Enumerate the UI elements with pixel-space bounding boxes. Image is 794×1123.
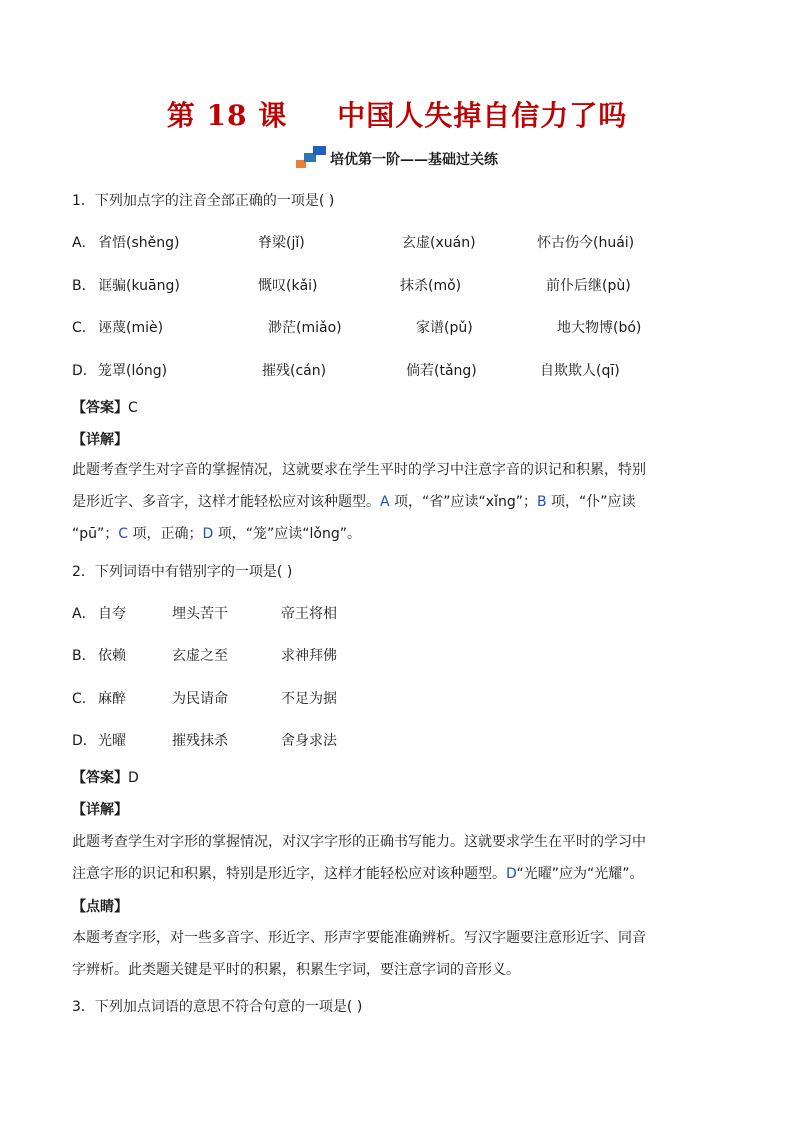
q2-answer [72, 768, 139, 788]
q1-option-d-label: D． [72, 363, 97, 379]
q3-stem: 3．下列加点词语的意思不符合句意的一项是( ) [72, 999, 363, 1015]
q2-option-a-label: A． [72, 606, 96, 622]
q1-option-d-1: 笼罩(lóng) [98, 363, 168, 379]
q1-stem: 1．下列加点字的注音全部正确的一项是( ) [72, 193, 335, 209]
q2-option-b-1: 依赖 [98, 648, 126, 664]
q2-detail [72, 826, 732, 890]
q2-option-d-2: 摧残抹杀 [172, 733, 228, 749]
q2-option-c-label: C． [72, 691, 96, 707]
q2-detail-line-2: 注意字形的识记和积累，特别是形近字，这样才能轻松应对该种题型。D“光曜”应为“光耀”。 [72, 866, 644, 882]
q1-option-a-label: A． [72, 235, 96, 251]
q2-option-b-label: B． [72, 648, 96, 664]
lesson-title: 中国人失掉自信力了吗 [337, 99, 628, 132]
q2-tip-line-2: 字辨析。此类题关键是平时的积累，积累生字词，要注意字词的音形义。 [72, 962, 520, 978]
q2-option-d-1: 光曜 [98, 733, 126, 749]
q1-detail-line-2: 是形近字、多音字，这样才能轻松应对该种题型。A 项，“省”应读“xǐng”；B 项，“仆”应读 [72, 494, 636, 510]
q1-detail-line-1: 此题考查学生对字音的掌握情况，这就要求在学生平时的学习中注意字音的识记和积累，特别 [72, 462, 646, 478]
q2-option-d-3: 舍身求法 [281, 733, 337, 749]
q1-option-b-1: 诓骗(kuāng) [98, 278, 180, 294]
q1-detail [72, 454, 732, 550]
q1-detail-label: 【详解】 [72, 432, 128, 448]
q1-option-d-3: 倘若(tǎng) [406, 363, 477, 379]
q1-option-a-1: 省悟(shěng) [98, 235, 180, 251]
q2-tip-line-1: 本题考查字形，对一些多音字、形近字、形声字要能准确辨析。写汉字题要注意形近字、同音 [72, 930, 646, 946]
page-title [0, 94, 794, 134]
q1-option-b-4: 前仆后继(pù) [546, 278, 631, 294]
q2-tip-label: 【点睛】 [72, 899, 128, 915]
q1-answer-label: 【答案】 [72, 400, 128, 416]
q2-option-b-2: 玄虚之至 [172, 648, 228, 664]
steps-icon [296, 146, 326, 168]
q1-option-c-3: 家谱(pǔ) [416, 320, 473, 336]
q2-option-a-1: 自夸 [98, 606, 126, 622]
q2-option-b-3: 求神拜佛 [281, 648, 337, 664]
q1-option-a-4: 怀古伤今(huái) [537, 235, 635, 251]
q2-option-d-label: D． [72, 733, 97, 749]
q2-answer-value: D [128, 770, 139, 786]
q1-option-c-4: 地大物博(bó) [557, 320, 642, 336]
q1-option-d-2: 摧残(cán) [262, 363, 327, 379]
q1-option-a-2: 脊梁(jǐ) [258, 235, 305, 251]
q1-option-c-1: 诬蔑(miè) [98, 320, 164, 336]
section-subtitle [0, 146, 794, 169]
q2-tip [72, 922, 732, 986]
lesson-number: 第 18 课 [166, 99, 288, 132]
q2-option-a-2: 埋头苦干 [172, 606, 228, 622]
q1-option-b-label: B． [72, 278, 96, 294]
q1-answer [72, 398, 138, 418]
q1-option-a-3: 玄虚(xuán) [402, 235, 476, 251]
q1-option-c-2: 渺茫(miǎo) [268, 320, 342, 336]
q2-option-c-3: 不足为据 [281, 691, 337, 707]
q1-answer-value: C [128, 400, 138, 416]
subtitle-text: 培优第一阶——基础过关练 [330, 152, 498, 168]
q1-option-b-3: 抹杀(mǒ) [400, 278, 462, 294]
q2-detail-label: 【详解】 [72, 802, 128, 818]
q1-detail-line-3: “pū”；C 项，正确；D 项，“笼”应读“lǒng”。 [72, 526, 361, 542]
q2-option-a-3: 帝王将相 [281, 606, 337, 622]
q2-option-c-2: 为民请命 [172, 691, 228, 707]
q2-answer-label: 【答案】 [72, 770, 128, 786]
q1-option-d-4: 自欺欺人(qī) [540, 363, 620, 379]
q2-option-c-1: 麻醉 [98, 691, 126, 707]
q2-stem: 2．下列词语中有错别字的一项是( ) [72, 564, 293, 580]
q2-detail-line-1: 此题考查学生对字形的掌握情况，对汉字字形的正确书写能力。这就要求学生在平时的学习中 [72, 834, 646, 850]
q1-option-c-label: C． [72, 320, 96, 336]
q1-option-b-2: 慨叹(kǎi) [258, 278, 318, 294]
